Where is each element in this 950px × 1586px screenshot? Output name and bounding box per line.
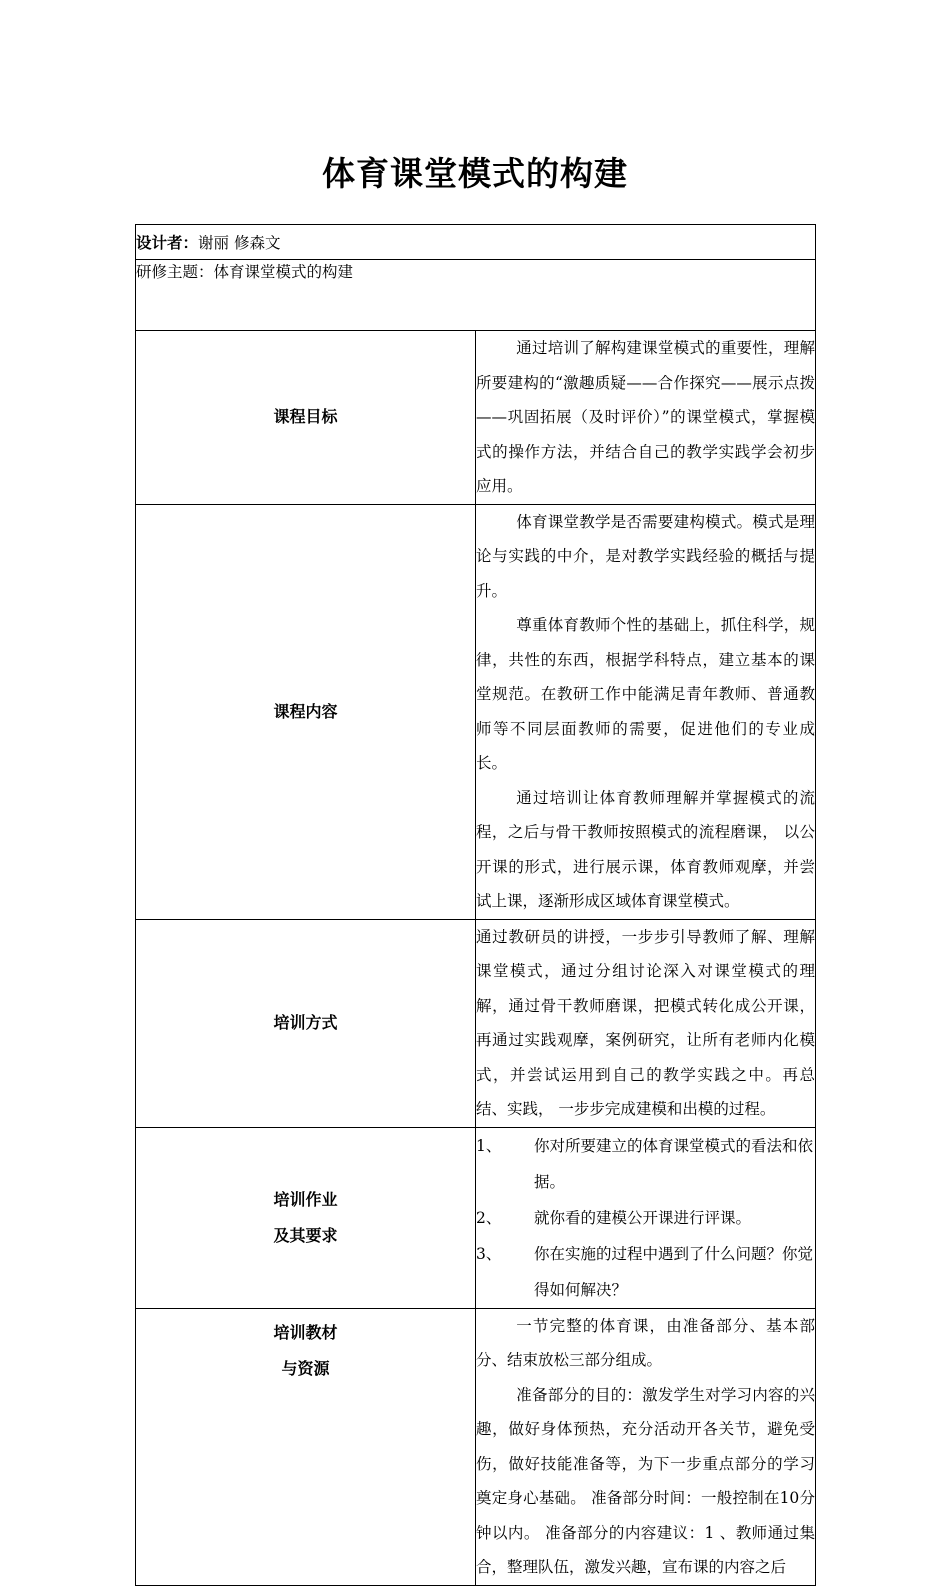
content-paragraph: 体育课堂教学是否需要建构模式。模式是理论与实践的中介，是对教学实践经验的概括与提升。 bbox=[476, 512, 815, 600]
resources-label-line1: 培训教材 bbox=[273, 1322, 338, 1342]
content-label: 课程内容 bbox=[136, 504, 476, 919]
content-paragraph: 尊重体育教师个性的基础上，抓住科学，规律，共性的东西，根据学科特点，建立基本的课堂规范。在教研工作中能满足青年教师、普通教师等不同层面教师的需要，促进他们的专业成长。 bbox=[476, 616, 815, 772]
item-number: 3、 bbox=[476, 1244, 502, 1263]
content-row bbox=[136, 504, 816, 919]
homework-label-line2: 及其要求 bbox=[273, 1225, 338, 1245]
content-content bbox=[476, 504, 816, 919]
item-text: 就你看的建模公开课进行评课。 bbox=[534, 1208, 752, 1227]
course-design-table bbox=[135, 224, 816, 1586]
method-content bbox=[476, 919, 816, 1127]
item-number: 2、 bbox=[476, 1208, 502, 1227]
resources-label-line2: 与资源 bbox=[281, 1358, 330, 1378]
item-text: 你对所要建立的体育课堂模式的看法和依据。 bbox=[534, 1136, 814, 1191]
method-row bbox=[136, 919, 816, 1127]
document-title: 体育课堂模式的构建 bbox=[322, 154, 628, 193]
designer-cell bbox=[136, 225, 816, 260]
content-paragraph: 通过培训让体育教师理解并掌握模式的流程，之后与骨干教师按照模式的流程磨课， 以公开课的形式，进行展示课，体育教师观摩，并尝试上课，逐渐形成区域体育课堂模式。 bbox=[476, 788, 815, 910]
item-text: 你在实施的过程中遇到了什么问题？你觉得如何解决？ bbox=[534, 1244, 814, 1299]
list-item bbox=[476, 1200, 815, 1236]
goal-label: 课程目标 bbox=[136, 331, 476, 505]
designer-row bbox=[136, 225, 816, 260]
resources-content bbox=[476, 1308, 816, 1585]
list-item bbox=[476, 1128, 815, 1200]
designer-names: 谢丽 修森文 bbox=[198, 234, 281, 252]
homework-list bbox=[476, 1127, 816, 1308]
goal-row bbox=[136, 331, 816, 505]
resources-paragraph: 准备部分的目的：激发学生对学习内容的兴趣，做好身体预热，充分活动开各关节，避免受伤，做好技能准备等，为下一步重点部分的学习奠定身心基础。 准备部分时间：一般控制在10分钟以内。 准备部分的内容建议：1 、教师通过集合，整理队伍，激发兴趣，宣布课的内容之后 bbox=[476, 1385, 815, 1576]
homework-label-line1: 培训作业 bbox=[273, 1189, 338, 1209]
list-item bbox=[476, 1236, 815, 1308]
homework-label bbox=[136, 1127, 476, 1308]
designer-label: 设计者： bbox=[136, 234, 199, 252]
resources-row bbox=[136, 1308, 816, 1585]
item-number: 1、 bbox=[476, 1136, 502, 1155]
resources-label bbox=[136, 1308, 476, 1585]
resources-paragraph: 一节完整的体育课，由准备部分、基本部分、结束放松三部分组成。 bbox=[476, 1316, 815, 1369]
method-paragraph: 通过教研员的讲授，一步步引导教师了解、理解课堂模式，通过分组讨论深入对课堂模式的理解，通过骨干教师磨课，把模式转化成公开课，再通过实践观摩，案例研究，让所有老师内化模式，并尝试运用到自己的教学实践之中。再总结、实践， 一步步完成建模和出模的过程。 bbox=[476, 927, 815, 1118]
theme-cell: 研修主题：体育课堂模式的构建 bbox=[136, 260, 816, 331]
goal-content bbox=[476, 331, 816, 505]
method-label: 培训方式 bbox=[136, 919, 476, 1127]
theme-row bbox=[136, 260, 816, 331]
goal-paragraph: 通过培训了解构建课堂模式的重要性，理解所要建构的“激趣质疑——合作探究——展示点拨——巩固拓展（及时评价）”的课堂模式，掌握模式的操作方法，并结合自己的教学实践学会初步应用。 bbox=[476, 339, 815, 495]
homework-row bbox=[136, 1127, 816, 1308]
